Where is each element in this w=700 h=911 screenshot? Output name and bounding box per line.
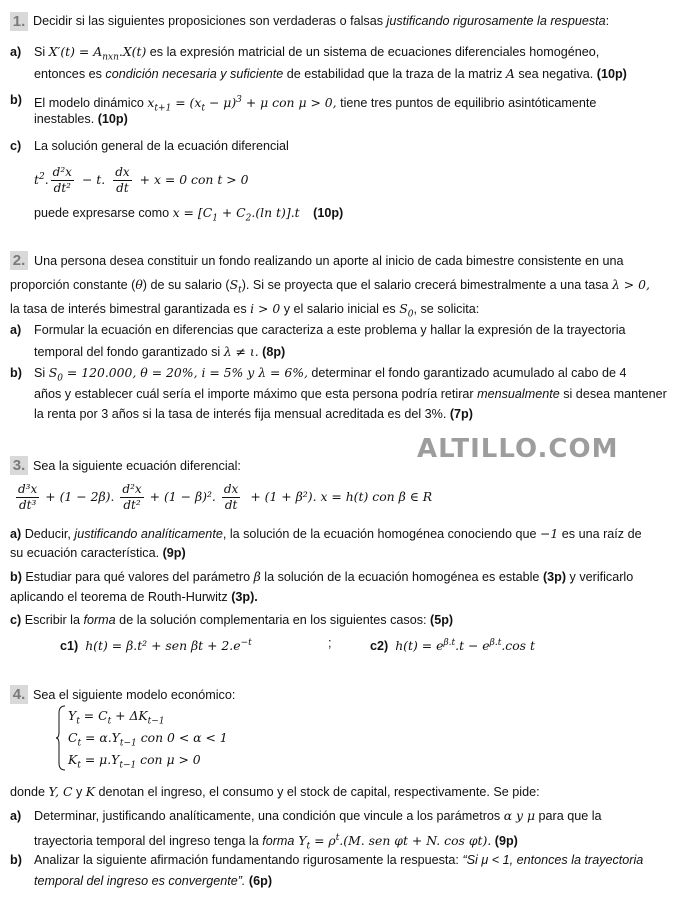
q2-b-line2: años y establecer cuál sería el importe máximo que esta persona podría retirar mensualmente si desea mantener bbox=[34, 387, 667, 401]
q4-b-label: b) bbox=[10, 853, 22, 867]
question-1-number: 1. bbox=[10, 12, 28, 31]
q4-definitions: donde Y, C y K denotan el ingreso, el consumo y el stock de capital, respectivamente. Se pide: bbox=[10, 784, 540, 799]
q3-c-line1: c) Escribir la forma de la solución complementaria en los siguientes casos: (5p) bbox=[10, 613, 454, 627]
q3-b-line2: aplicando el teorema de Routh-Hurwitz (3p). bbox=[10, 590, 258, 604]
q1-c-line1: La solución general de la ecuación diferencial bbox=[34, 139, 289, 153]
q4-b-line2: temporal del ingreso es convergente”. (6p) bbox=[34, 874, 273, 888]
q1-b-line1: El modelo dinámico $x_{t+1} = (x_t - \mu)^3 + \mu$ con μ > 0, tiene tres puntos de equilibrio asintóticamente bbox=[34, 95, 597, 114]
question-2-number: 2. bbox=[10, 251, 28, 270]
q1-c-label: c) bbox=[10, 139, 22, 153]
q4-intro: Sea el siguiente modelo económico: bbox=[33, 688, 236, 702]
q4-a-line2: trayectoria temporal del ingreso tenga la forma $Y_t = \rho^t.(M$. sen φt + N. cos φt). (9p) bbox=[34, 833, 518, 852]
q2-line1: Una persona desea constituir un fondo realizando un aporte al inicio de cada bimestre consistente en una bbox=[34, 254, 624, 268]
q1-c-line3: puede expresarse como $x = [C_1 + C_2.(\ln$ t)].t (10p) bbox=[34, 205, 344, 224]
q3-b-line1: b) Estudiar para qué valores del parámetro β la solución de la ecuación homogénea es estable (3p) y verificarlo bbox=[10, 569, 634, 584]
q1-b-line2: inestables. (10p) bbox=[34, 112, 128, 126]
q1-a-line2: entonces es condición necesaria y suficiente de estabilidad que la traza de la matriz A sea negativa. (10p) bbox=[34, 66, 627, 81]
q3-separator: ; bbox=[328, 636, 332, 650]
q2-a-line2: temporal del fondo garantizado si λ ≠ ι. (8p) bbox=[34, 344, 286, 359]
q2-a-label: a) bbox=[10, 323, 22, 337]
q3-c1-case: c1) h(t) = β.t² + sen $\beta t + 2.e^{-t}$ bbox=[60, 638, 252, 654]
q4-a-line1: Determinar, justificando analíticamente, una condición que vincule a los parámetros α y μ para que la bbox=[34, 808, 602, 823]
question-4-number: 4. bbox=[10, 685, 28, 704]
q2-line3: la tasa de interés bimestral garantizada es i > 0 y el salario inicial es $S_0$, se solicita: bbox=[10, 301, 480, 320]
q2-b-line1: Si $S_0 = 120.000$, θ = 20%, i = 5% y λ = 6%, determinar el fondo garantizado acumulado al cabo de 4 bbox=[34, 365, 627, 384]
q4-b-line1: Analizar la siguiente afirmación fundamentando rigurosamente la respuesta: “Si μ < 1, entonces la trayectoria bbox=[34, 853, 644, 867]
q3-c2-case: c2) $h(t) = e^{\beta.t}.t - e^{\beta.t}.\cos$ t bbox=[370, 638, 535, 654]
q1-a-line1: Si $X'(t) = A_{nxn}.X(t)$ es la expresión matricial de un sistema de ecuaciones diferenciales homogéneo, bbox=[34, 44, 600, 63]
q1-a-label: a) bbox=[10, 45, 22, 59]
q4-a-label: a) bbox=[10, 809, 22, 823]
q2-line2: proporción constante (θ) de su salario $(S_t)$. Si se proyecta que el salario crecerá bimestralmente a una tasa λ > 0, bbox=[10, 277, 650, 296]
question-3-number: 3. bbox=[10, 456, 28, 475]
q4-eq-capital: $K_t = \mu.Y_{t-1}$ con μ > 0 bbox=[68, 752, 201, 771]
q3-a-line1: a) Deducir, justificando analíticamente, la solución de la ecuación homogénea conociendo que −1 es una raíz de bbox=[10, 526, 642, 541]
q1-c-equation: $t^2$. $\frac{\text{d²x}}{\text{dt²}}$ − t. $\frac{dx}{dt}$ + x = 0 con t > 0 bbox=[34, 165, 249, 196]
q2-b-label: b) bbox=[10, 366, 22, 380]
q1-b-label: b) bbox=[10, 93, 22, 107]
q3-equation: $\frac{\text{d³x}}{\text{dt³}}$ + (1 − 2β). $\frac{\text{d²x}}{\text{dt²}}$ + (1 − β)². $\frac{dx}{dt}$ + (1 + β²). x = h(t) con β ∈ R bbox=[18, 482, 433, 513]
q4-eq-consumption: $C_t = \alpha.Y_{t-1}$ con 0 < α < 1 bbox=[68, 730, 228, 749]
question-1-intro: Decidir si las siguientes proposiciones son verdaderas o falsas justificando rigurosamente la respuesta: bbox=[33, 14, 610, 28]
q3-intro: Sea la siguiente ecuación diferencial: bbox=[33, 459, 241, 473]
q2-b-line3: la renta por 3 años si la tasa de interés fija mensual acreditada es del 3%. (7p) bbox=[34, 407, 473, 421]
q2-a-line1: Formular la ecuación en diferencias que caracteriza a este problema y hallar la expresión de la trayectoria bbox=[34, 323, 626, 337]
q3-a-line2: su ecuación característica. (9p) bbox=[10, 546, 186, 560]
q4-eq-income: $Y_t = C_t + \Delta K_{t-1}$ bbox=[68, 708, 165, 727]
watermark-logo: ALTILLO.COM bbox=[417, 434, 619, 464]
system-brace bbox=[56, 705, 66, 771]
